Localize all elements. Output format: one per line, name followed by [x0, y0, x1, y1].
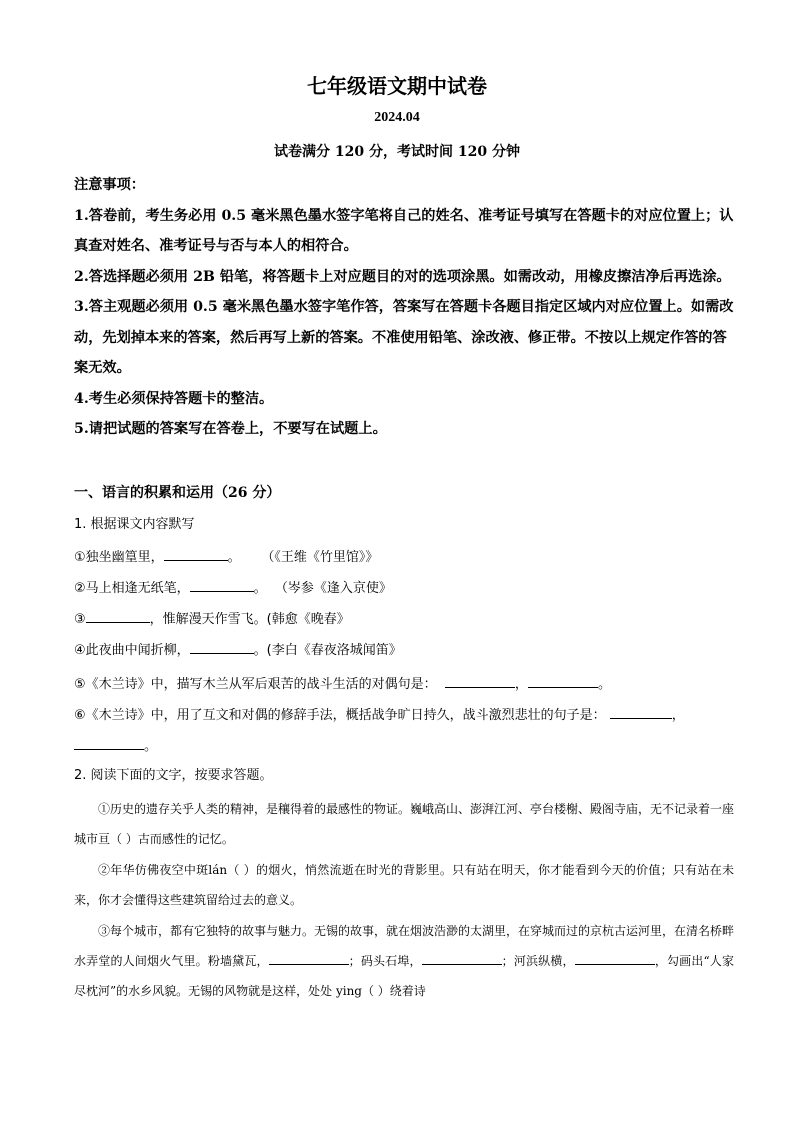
question-1-line-5 — [74, 674, 734, 694]
answer-blank — [164, 547, 228, 561]
reading-passage — [74, 794, 734, 1007]
question-1-line-2 — [74, 578, 734, 598]
passage-paragraph-2: ②年华仿佛夜空中斑lán（ ）的烟火，悄然流逝在时光的背影里。只有站在明天，你才能看到今天的价值；只有站在未来，你才会懂得这些建筑留给过去的意义。 — [74, 862, 734, 908]
question-1-line-6 — [74, 705, 734, 725]
line-text: 。 （岑参《逢入京使》 — [253, 581, 392, 596]
passage-paragraph-1: ①历史的遗存关乎人类的精神，是穰得着的最感性的物证。巍峨高山、澎湃江河、亭台楼榭、殿阁寺庙，无不记录着一座城市亘（ ）古而感性的记忆。 — [74, 802, 735, 847]
line-text: ①独坐幽篁里， — [74, 550, 164, 565]
paragraph-text: ；河浜纵横， — [501, 954, 575, 969]
question-1-line-4 — [74, 640, 734, 660]
line-text: 。(李白《春夜洛城闻笛》 — [253, 643, 402, 658]
question-1-line-1 — [74, 547, 734, 567]
line-text: 。 — [144, 739, 158, 754]
line-text: ⑥《木兰诗》中，用了互文和对偶的修辞手法，概括战争旷日持久，战斗激烈悲壮的句子是： — [74, 708, 606, 723]
note-item-2: 2.答选择题必须用 2B 铅笔，将答题卡上对应题目的对的选项涂黑。如需改动，用橡皮擦洁净后再选涂。 — [74, 268, 731, 285]
line-text: ， — [671, 708, 685, 723]
paragraph-text: ③每个城市，都有它独特的故事与魅力。无锡的故事，就在烟波浩渺的太湖里，在穿城而过的京杭古运河里，在清名桥畔水弄堂的人间烟火气里。粉墙黛瓦， — [74, 923, 735, 969]
question-1-stem: 1. 根据课文内容默写 — [74, 517, 195, 532]
note-item-1: 1.答卷前，考生务必用 0.5 毫米黑色墨水签字笔将自己的姓名、准考证号填写在答题卡的对应位置上；认真查对姓名、准考证号与否与本人的相符合。 — [74, 207, 734, 254]
answer-blank — [190, 578, 254, 592]
note-item-4: 4.考生必须保持答题卡的整洁。 — [74, 390, 274, 407]
line-text: ，惟解漫天作雪飞。(韩愈《晚春》 — [149, 612, 350, 627]
answer-blank — [86, 609, 150, 623]
question-1-line-3 — [74, 609, 734, 629]
exam-date: 2024.04 — [374, 110, 420, 125]
line-text: ②马上相逢无纸笔， — [74, 581, 190, 596]
line-text: ， — [514, 677, 528, 692]
line-text: 。 （《王维《竹里馆》》 — [227, 550, 379, 565]
note-item-3: 3.答主观题必须用 0.5 毫米黑色墨水签字笔作答，答案写在答题卡各题目指定区域内对应位置上。如需改动，先划掉本来的答案，然后再写上新的答案。不准使用铅笔、涂改液、修正带。不按以上规定作答的答案无效。 — [74, 299, 734, 376]
answer-blank — [575, 951, 655, 965]
question-2-stem: 2. 阅读下面的文字，按要求答题。 — [74, 768, 273, 783]
passage-paragraph-3 — [74, 916, 734, 1007]
answer-blank — [610, 705, 672, 719]
notes-section — [74, 170, 734, 445]
question-1-line-6-cont — [74, 736, 734, 756]
line-text: 。 — [597, 677, 611, 692]
answer-blank — [528, 674, 598, 688]
exam-info: 试卷满分 120 分，考试时间 120 分钟 — [274, 144, 520, 160]
paragraph-text: ，勾画出“人家尽枕河”的水乡风貌。无锡的风物就是这样，处处 ying（ ）绕着诗 — [74, 954, 734, 999]
answer-blank — [269, 951, 349, 965]
answer-blank — [445, 674, 515, 688]
section-1-title: 一、语言的积累和运用（26 分） — [74, 485, 281, 501]
answer-blank — [74, 736, 144, 750]
answer-blank — [190, 640, 254, 654]
answer-blank — [422, 951, 502, 965]
line-text: ④此夜曲中闻折柳， — [74, 643, 190, 658]
line-text: ⑤《木兰诗》中，描写木兰从军后艰苦的战斗生活的对偶句是： — [74, 677, 437, 692]
note-item-5: 5.请把试题的答案写在答卷上，不要写在试题上。 — [74, 421, 387, 437]
notes-heading: 注意事项： — [74, 177, 145, 193]
paragraph-text: ；码头石埠， — [348, 954, 422, 969]
exam-title: 七年级语文期中试卷 — [307, 74, 487, 98]
line-text: ③ — [74, 612, 86, 627]
